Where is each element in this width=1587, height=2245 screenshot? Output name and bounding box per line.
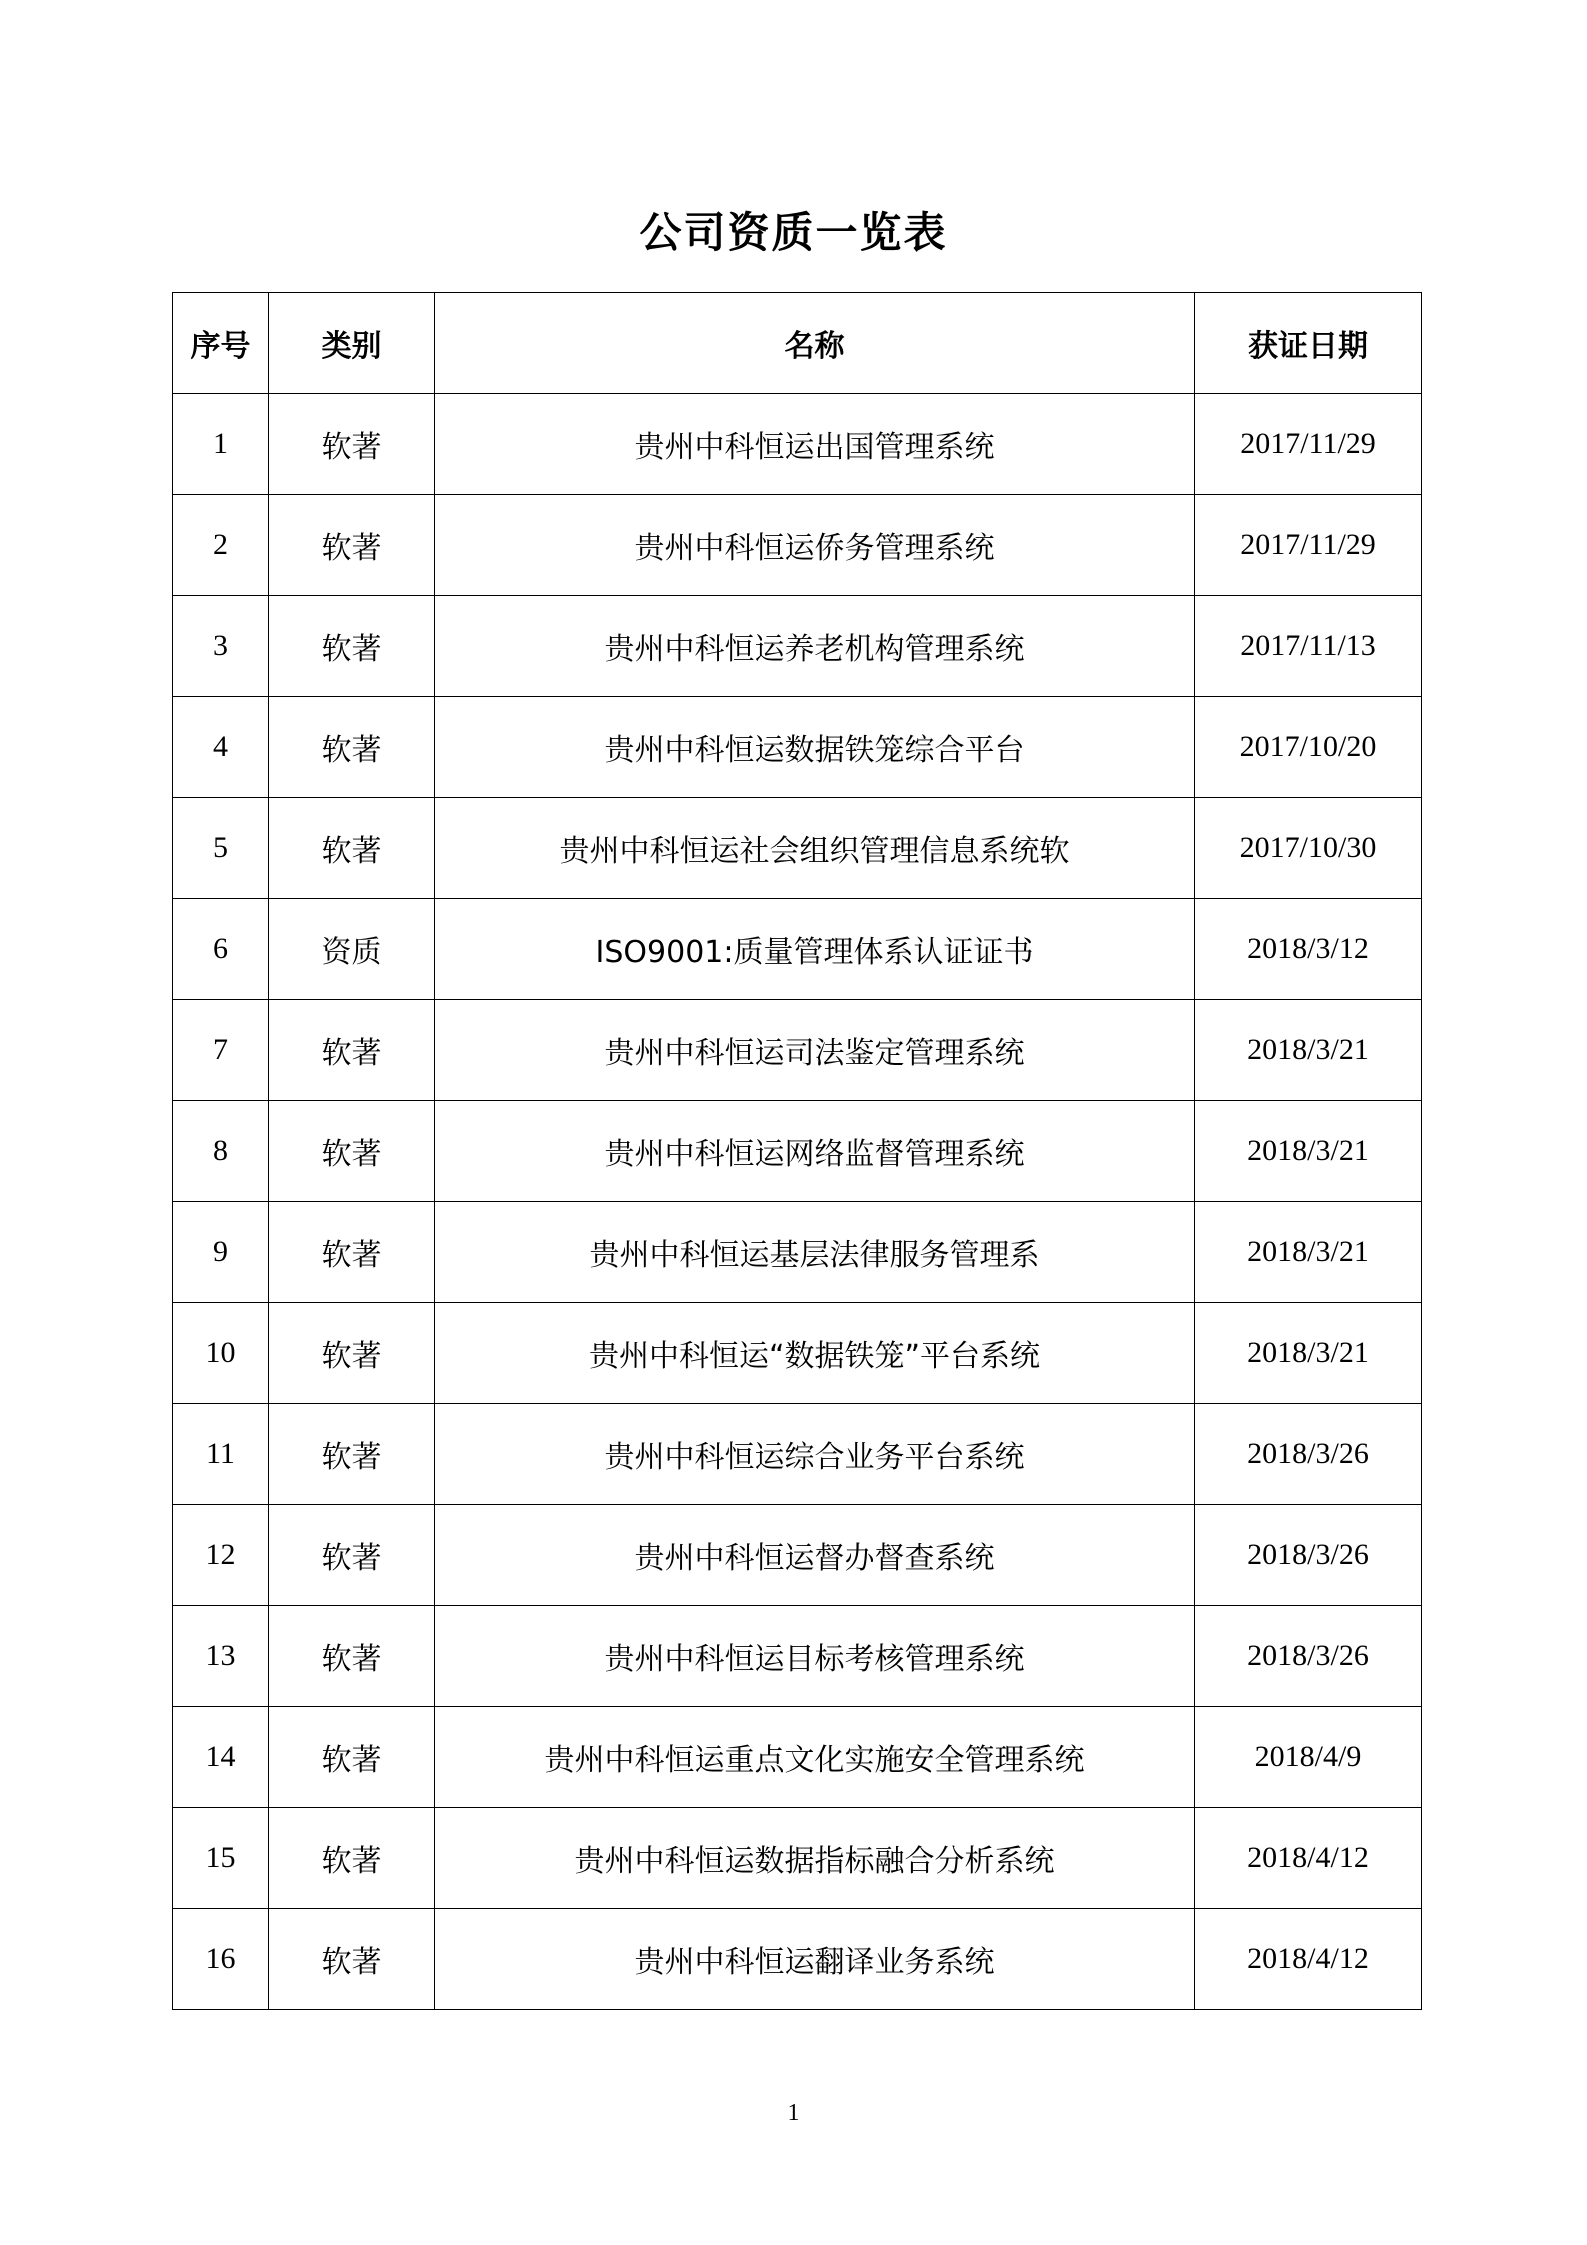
row-name: 贵州中科恒运网络监督管理系统 (435, 1101, 1195, 1202)
row-name: 贵州中科恒运养老机构管理系统 (435, 596, 1195, 697)
table-row (173, 1202, 1422, 1303)
row-category: 软著 (269, 1101, 435, 1202)
row-category: 软著 (269, 1000, 435, 1101)
row-index: 6 (173, 899, 269, 1000)
table-row (173, 899, 1422, 1000)
header-category: 类别 (269, 293, 435, 394)
row-category: 软著 (269, 1808, 435, 1909)
table-row (173, 1606, 1422, 1707)
row-index: 11 (173, 1404, 269, 1505)
table-row (173, 1909, 1422, 2010)
row-index: 5 (173, 798, 269, 899)
table-body (173, 394, 1422, 2010)
row-index: 3 (173, 596, 269, 697)
table-row (173, 1000, 1422, 1101)
header-date: 获证日期 (1195, 293, 1422, 394)
table-row (173, 1404, 1422, 1505)
row-date: 2017/11/29 (1195, 495, 1422, 596)
row-category: 软著 (269, 596, 435, 697)
row-name: 贵州中科恒运目标考核管理系统 (435, 1606, 1195, 1707)
row-name: 贵州中科恒运数据指标融合分析系统 (435, 1808, 1195, 1909)
table-row (173, 394, 1422, 495)
table-row (173, 798, 1422, 899)
table-row (173, 596, 1422, 697)
row-date: 2017/10/20 (1195, 697, 1422, 798)
row-index: 7 (173, 1000, 269, 1101)
row-date: 2017/11/13 (1195, 596, 1422, 697)
table-row (173, 1505, 1422, 1606)
header-name: 名称 (435, 293, 1195, 394)
row-category: 资质 (269, 899, 435, 1000)
page-number: 1 (787, 2100, 800, 2126)
row-category: 软著 (269, 798, 435, 899)
row-date: 2018/3/12 (1195, 899, 1422, 1000)
table-row (173, 1808, 1422, 1909)
row-index: 14 (173, 1707, 269, 1808)
row-category: 软著 (269, 1909, 435, 2010)
row-index: 13 (173, 1606, 269, 1707)
row-name: 贵州中科恒运社会组织管理信息系统软 (435, 798, 1195, 899)
table-row (173, 697, 1422, 798)
row-index: 12 (173, 1505, 269, 1606)
row-index: 15 (173, 1808, 269, 1909)
row-name: 贵州中科恒运综合业务平台系统 (435, 1404, 1195, 1505)
row-date: 2018/3/21 (1195, 1303, 1422, 1404)
row-index: 8 (173, 1101, 269, 1202)
row-name: 贵州中科恒运出国管理系统 (435, 394, 1195, 495)
table-header-row (173, 293, 1422, 394)
row-date: 2018/4/9 (1195, 1707, 1422, 1808)
row-name: 贵州中科恒运督办督查系统 (435, 1505, 1195, 1606)
row-name: 贵州中科恒运重点文化实施安全管理系统 (435, 1707, 1195, 1808)
row-category: 软著 (269, 1707, 435, 1808)
row-date: 2018/3/21 (1195, 1202, 1422, 1303)
row-category: 软著 (269, 1404, 435, 1505)
row-name: 贵州中科恒运司法鉴定管理系统 (435, 1000, 1195, 1101)
table-row (173, 495, 1422, 596)
row-index: 10 (173, 1303, 269, 1404)
table-row (173, 1707, 1422, 1808)
row-name: 贵州中科恒运基层法律服务管理系 (435, 1202, 1195, 1303)
table-row (173, 1101, 1422, 1202)
row-category: 软著 (269, 495, 435, 596)
row-date: 2018/3/21 (1195, 1000, 1422, 1101)
row-date: 2018/4/12 (1195, 1909, 1422, 2010)
row-index: 16 (173, 1909, 269, 2010)
row-date: 2018/3/26 (1195, 1505, 1422, 1606)
row-category: 软著 (269, 394, 435, 495)
row-index: 1 (173, 394, 269, 495)
row-date: 2017/11/29 (1195, 394, 1422, 495)
row-category: 软著 (269, 1606, 435, 1707)
row-date: 2018/3/26 (1195, 1404, 1422, 1505)
row-name: 贵州中科恒运翻译业务系统 (435, 1909, 1195, 2010)
row-index: 9 (173, 1202, 269, 1303)
row-category: 软著 (269, 1303, 435, 1404)
row-name: 贵州中科恒运“数据铁笼”平台系统 (435, 1303, 1195, 1404)
row-date: 2018/4/12 (1195, 1808, 1422, 1909)
page-title: 公司资质一览表 (639, 208, 948, 257)
row-index: 2 (173, 495, 269, 596)
row-name: ISO9001:质量管理体系认证证书 (435, 899, 1195, 1000)
row-category: 软著 (269, 697, 435, 798)
row-name: 贵州中科恒运侨务管理系统 (435, 495, 1195, 596)
row-index: 4 (173, 697, 269, 798)
row-category: 软著 (269, 1505, 435, 1606)
table-row (173, 1303, 1422, 1404)
row-date: 2018/3/26 (1195, 1606, 1422, 1707)
qualification-table (172, 292, 1422, 2010)
row-date: 2018/3/21 (1195, 1101, 1422, 1202)
header-index: 序号 (173, 293, 269, 394)
row-category: 软著 (269, 1202, 435, 1303)
row-date: 2017/10/30 (1195, 798, 1422, 899)
row-name: 贵州中科恒运数据铁笼综合平台 (435, 697, 1195, 798)
